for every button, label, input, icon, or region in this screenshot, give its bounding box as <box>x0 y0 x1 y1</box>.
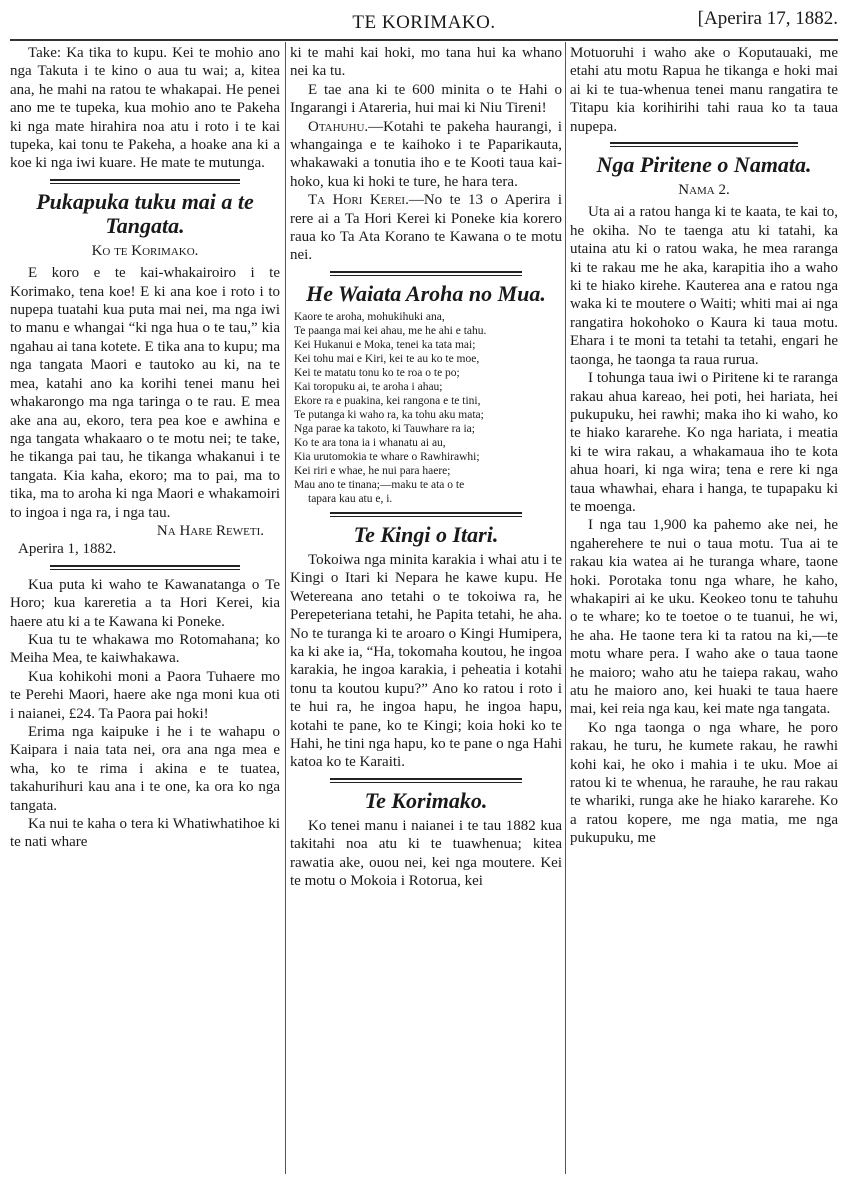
article-subheading: Nama 2. <box>678 182 730 199</box>
news-item: Kua tu te whakawa mo Rotomahana; ko Meiha Mea, te kaiwhakawa. <box>10 631 280 667</box>
poem-line: Kai toropuku ai, te aroha i ahau; <box>294 380 443 393</box>
news-item: Erima nga kaipuke i he i te wahapu o Kaipara i naia tata nei, ora ana nga mea e wha, ko te rima i akina e te tuatea, takahurihuri kau ana i te one, ka ora ko nga tangata. <box>10 724 280 814</box>
section-rule <box>610 142 798 147</box>
article-heading: Te Kingi o Itari. <box>353 521 499 547</box>
article-heading: He Waiata Aroha no Mua. <box>306 280 546 306</box>
item-text: —No te 13 o Aperira i rere ai a Ta Hori Kerei ki Poneke kia korero raua ko Ta Ata Korano te Kawana o te motu nei. <box>290 192 562 264</box>
item-lead: Otahuhu. <box>308 118 369 135</box>
section-rule <box>330 512 522 517</box>
letter-signature: Na Hare Reweti. <box>156 522 264 539</box>
article-heading: Nga Piritene o Namata. <box>596 152 812 178</box>
article-paragraph: Motuoruhi i waho ake o Koputauaki, me etahi atu motu Rapua he tikanga e hoki mai ai ki te tua-whenua tenei manu rangatira te Titapu kia korihirihi tahi raua ko ta taua nupepa. <box>570 45 838 135</box>
poem-line: Kei tohu mai e Kiri, kei te au ko te moe, <box>294 352 480 365</box>
article-heading: Pukapuka tuku mai a te Tangata. <box>36 188 254 238</box>
letter-date: Aperira 1, 1882. <box>18 541 117 558</box>
article-paragraph: Take: Ka tika to kupu. Kei te mohio ano nga Takuta i te kino o aua tu wai; a, kitea ana, he mahi na ratou te whakapai. He penei ano me te tupeka, kua mohio ano te Pakeha ki nga mate hirahira noa atu i roto i te kai tupeka, kai tonu te Pakeha, a hoake ana ki a koe ki nga iwi kuare. He mate te mutunga. <box>10 45 280 172</box>
article-paragraph: Ko tenei manu i naianei i te tau 1882 kua takitahi noa atu ki te tuawhenua; kitea rawatia ake, ouou nei, kei nga moutere. Kei te motu o Mokoia i Rotorua, kei <box>290 817 562 889</box>
newspaper-title: TE KORIMAKO. <box>352 12 496 33</box>
section-rule <box>330 778 522 783</box>
article-subheading: Ko te Korimako. <box>91 242 199 259</box>
news-item <box>290 191 562 265</box>
section-rule <box>330 271 522 276</box>
news-item: Ka nui te kaha o tera ki Whatiwhatihoe ki te nati whare <box>10 816 280 851</box>
poem-line: Te putanga ki waho ra, ka tohu aku mata; <box>294 408 484 421</box>
poem <box>290 310 562 506</box>
poem-line: Kei riri e whae, he nui para haere; <box>294 464 451 477</box>
poem-line: Kaore te aroha, mohukihuki ana, <box>294 310 445 323</box>
news-item: ki te mahi kai hoki, mo tana hui ka whano nei ka tu. <box>290 45 562 80</box>
poem-line: Kia urutomokia te whare o Rawhirawhi; <box>294 450 480 463</box>
article-paragraph: I nga tau 1,900 ka pahemo ake nei, he ngaherehere te nui o taua motu. Tua ai te rakau kia watea ai he turanga whare, taone hoki. Porotaka tonu nga whare, he kaho, whakapiri ai ke uku. Keokeo tonu te tahuhu o te whare; ko te toetoe o te tuanui, he wi, he aha. He taone tera ki ta ratou na ki,—te motu whare pera. I waho ake o taua taone he maioro; waho atu he taiepa rakau, waho atu he maioro ano, kei huaki te taua haere mai, kei reia nga kau, kei mate nga tangata. <box>570 517 838 718</box>
poem-line: Nga parae ka takoto, ki Tauwhare ra ia; <box>294 422 475 435</box>
article-paragraph: Uta ai a ratou hanga ki te kaata, te kai to, he okiha. No te taenga atu ki tatahi, ka utaina atu ki o ratou waka, he mea raranga ki te rakau me he aka, karapitia iho a waho ki te hiako kirehe. Kauterea ana e ratou nga waka ki te moutere o Waiti; whiti mai ai nga rangatira hokohoko o Kaura ki taua motu. Ehara i te moni ta tetahi ta tetahi, engari he taonga, he taonga ta raua rurua. <box>570 204 838 368</box>
column-1 <box>10 44 280 1174</box>
news-item: Kua kohikohi moni a Paora Tuhaere mo te Perehi Maori, haere ake nga moni kua oti i naianei, £24. Ta Paora pai hoki! <box>10 668 280 722</box>
poem-line: Mau ano te tinana;—maku te ata o te <box>294 478 465 491</box>
poem-line: Ekore ra e puakina, kei rangona e te tini, <box>294 394 481 407</box>
news-item <box>290 118 562 192</box>
section-rule <box>50 565 240 570</box>
poem-line: Kei Hukanui e Moka, tenei ka tata mai; <box>294 338 476 351</box>
header-rule <box>10 39 838 41</box>
article-heading: Te Korimako. <box>364 787 488 813</box>
article-paragraph: Tokoiwa nga minita karakia i whai atu i te Kingi o Itari ki Nepara he kawe kupu. He Wetereana ano tetahi o te tokoiwa ra, he Perepeteriana tetahi, he Papita tetahi, he aha. No te turanga ki te aroaro o Kingi Humipera, ka ki ake ia, “Ha, tokomaha koutou, he ingoa karakia, he ingoa karakia, i peheatia i kotahi tonu ta koutou kupu?” Ano ko ratou i roto i te hui ra, he ingoa hapu, he ingoa hapu, kotahi te pane, ko te Kingi; koia hoki ko te Hahi, he tini nga hapu, ko te pane o nga Hahi katoa ko te Karaiti. <box>290 551 562 771</box>
column-divider <box>285 42 286 1174</box>
column-2 <box>290 44 562 1174</box>
news-item: E tae ana ki te 600 minita o te Hahi o Ingarangi i Atareria, hui mai ki Niu Tireni! <box>290 81 562 117</box>
column-divider <box>565 42 566 1174</box>
news-item: Kua puta ki waho te Kawanatanga o Te Horo; kua kareretia a ta Hori Kerei, kia haere atu ki a te Kawana ki Poneke. <box>10 576 280 630</box>
poem-line: tapara kau atu e, i. <box>308 492 393 505</box>
section-rule <box>50 179 240 184</box>
article-paragraph: Ko nga taonga o nga whare, he poro rakau, he turu, he kumete rakau, he rawhi kohi kai, he oko i mahia i te uku. Moe ai ratou ki te whenua, he rarauhe, he rau rakau te whariki, runga ake he hiako kararehe. Ko a ratou kopere, me nga matia, me nga pukupuku, me <box>570 719 838 847</box>
page-header <box>10 0 838 40</box>
item-lead: Ta Hori Kerei. <box>308 192 409 209</box>
column-3 <box>570 44 838 1174</box>
article-paragraph: I tohunga taua iwi o Piritene ki te raranga rakau ahua kareao, hei poti, hei hariata, hei pukupuku, hei rawhi; maka iho ki waho, ko te hiako kararehe. Ko nga hariata, i meatia ki te wira rakau, a whakamaua iho te kota ahua hoari, ki nga wira; tena e rere ki nga taua whawhai, ehara i hanga, te tupapaku ki te moenga. <box>570 370 838 515</box>
poem-line: Te paanga mai kei ahau, me he ahi e tahu. <box>294 324 487 337</box>
poem-line: Ko te ara tona ia i whanatu ai au, <box>294 436 446 449</box>
issue-date: [Aperira 17, 1882. <box>697 8 838 29</box>
item-text: —Kotahi te pakeha haurangi, i whangainga e te kaihoko i te Paparikauta, whakawaki a tonutia iho e te Kooti taua kai-hoko, kua ki hoki te ture, he hara tera. <box>290 118 562 190</box>
article-paragraph: E koro e te kai-whakairoiro i te Korimako, tena koe! E ki ana koe i roto i to nupepa tuatahi kua puta mai nei, ma nga iwi to manu e whangai “ki nga hua o te tau,” kia ngahau ai tana kotete. E tika ana to kupu; ma nga tangata Maori e tautoko au ki, na te mea, katahi ano ka korihi tenei manu hei whakarongo ma nga taringa o te rau. E mea ake ana au, ekoro, tera pea koe e awhina e nga tangata whakaaro o te motu nei; te take, he tikanga pai tau, he tikanga whakanui i te tangata. Kia kaha, ekoro; ma to pai, ma to tika, ma to aroha ki nga Maori e whakamoiri to ingoa i nga ra, i nga tau. <box>10 265 280 521</box>
poem-line: Kei te matatu tonu ko te roa o te po; <box>294 366 460 379</box>
